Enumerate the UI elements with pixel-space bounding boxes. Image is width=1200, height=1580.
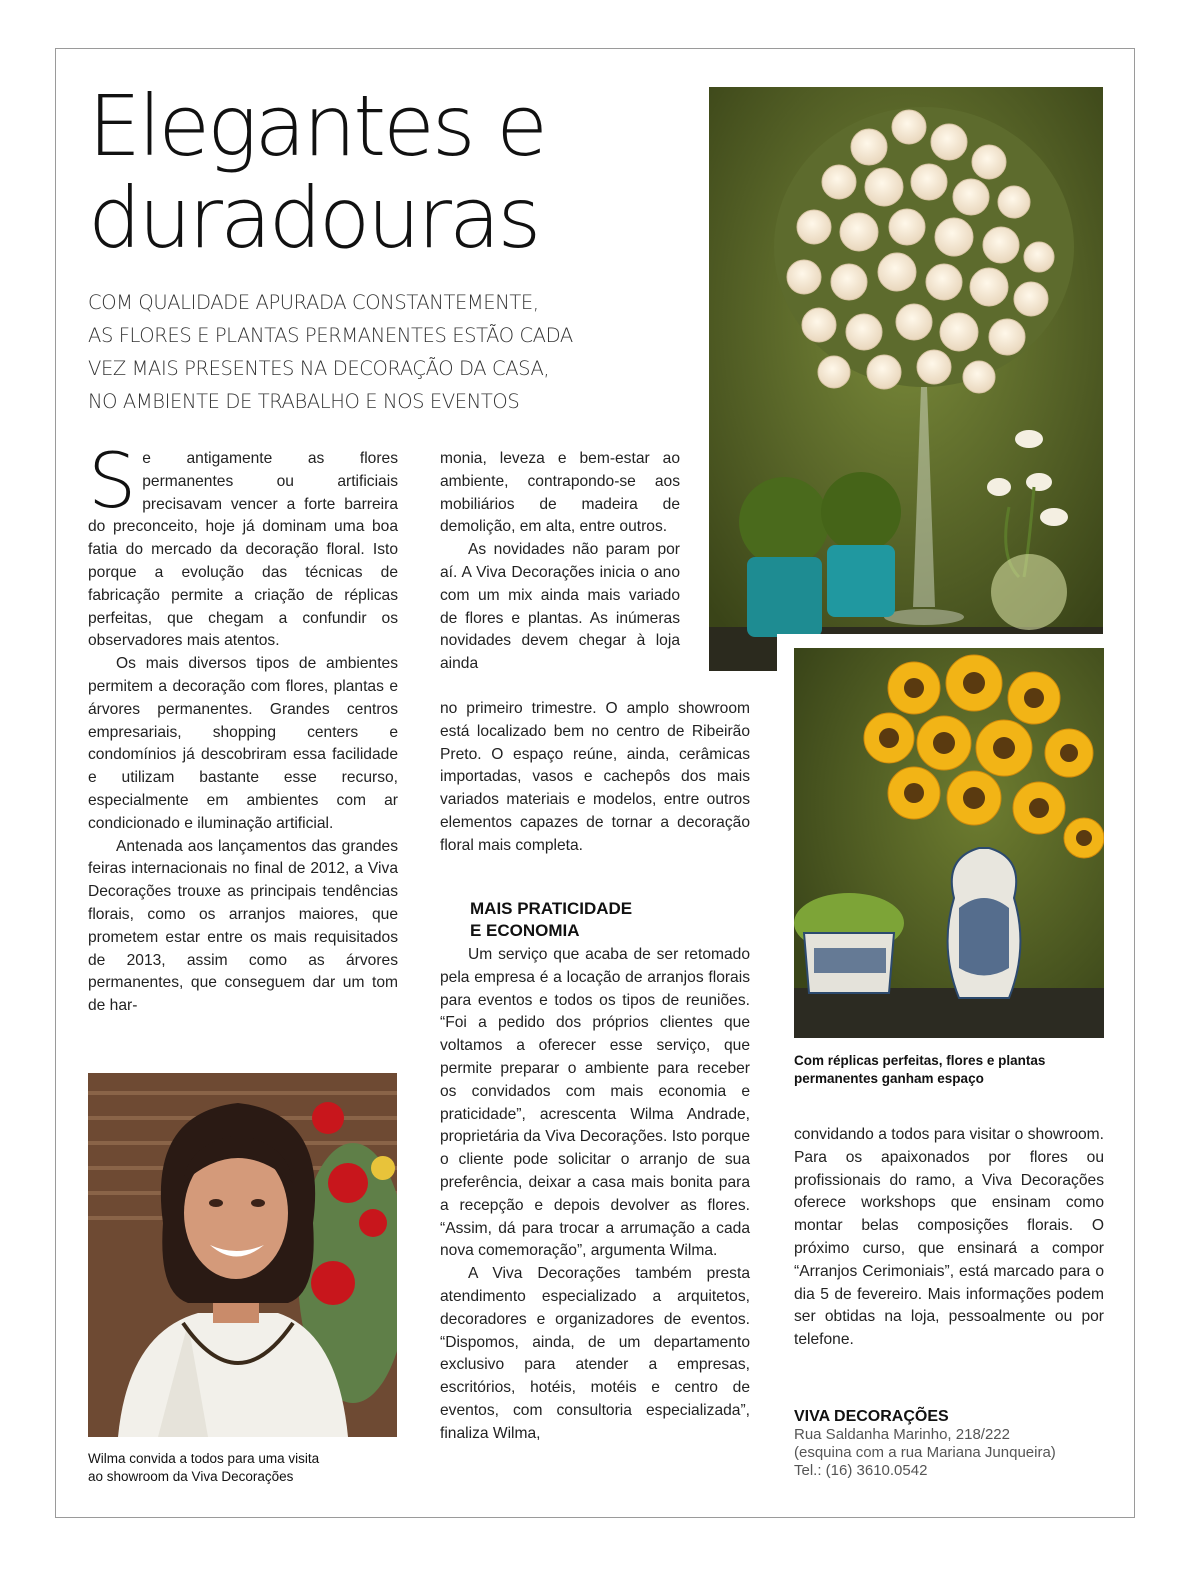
body-paragraph: Um serviço que acaba de ser retomado pela empresa é a locação de arranjos florais para eventos e todos os tipos de reuniões. “Foi a pedido dos próprios clientes que voltamos a oferecer esse serviço, que permite preparar o ambiente para receber os convidados com mais economia e praticidade”, acrescenta Wilma Andrade, proprietária da Viva Decorações. Isto porque o cliente pode solicitar o arranjo de sua preferência, deixar a casa mais bonita para a recepção e depois devolver as flores. “Assim, dá para trocar a arrumação a cada nova comemoração”, argumenta Wilma. — [440, 946, 750, 1260]
deck-line: COM QUALIDADE APURADA CONSTANTEMENTE, — [88, 291, 539, 314]
body-paragraph: Se antigamente as flores permanentes ou artificiais precisavam vencer a forte barreira do preconceito, hoje já dominam uma boa fatia do mercado da decoração floral. Isto porque a evolução das técnicas de fabricação permite a criação de réplicas perfeitas, que chegam a confundir os observadores mais atentos. — [88, 436, 398, 650]
body-paragraph: A Viva Decorações também presta atendimento especializado a arquitetos, decoradores e organizadores de eventos. “Dispomos, ainda, de um departamento exclusivo para atender a empresas, escritórios, hotéis, motéis e centro de eventos, com consultoria especializada”, finaliza Wilma, — [440, 1265, 750, 1442]
deck-line: VEZ MAIS PRESENTES NA DECORAÇÃO DA CASA, — [88, 357, 550, 380]
headline-line-1: Elegantes e — [88, 77, 545, 175]
headline — [88, 77, 545, 267]
article-column-1 — [88, 436, 398, 1018]
article-column-2-bottom — [440, 944, 750, 1446]
body-paragraph: monia, leveza e bem-estar ao ambiente, contrapondo-se aos mobiliários de madeira de demolição, em alta, entre outros. — [440, 450, 680, 536]
white-roses-photo — [709, 87, 1103, 671]
body-paragraph: convidando a todos para visitar o showroom. Para os apaixonados por flores ou profissionais do ramo, a Viva Decorações oferece workshops que ensinam como montar belas composições florais. O próximo curso, que ensinará a compor “Arranjos Cerimoniais”, está marcado para o dia 5 de fevereiro. Mais informações podem ser obtidas na loja, pessoalmente ou por telefone. — [794, 1126, 1104, 1349]
article-column-2-middle — [440, 698, 750, 858]
flowers-caption: Com réplicas perfeitas, flores e plantas permanentes ganham espaço — [794, 1053, 1046, 1086]
body-paragraph: Antenada aos lançamentos das grandes feiras internacionais no final de 2012, a Viva Decorações trouxe as principais tendências florais, como os arranjos maiores, que prometem estar entre os mais requisitados de 2013, assim como as árvores permanentes, que conseguem dar um tom de har- — [88, 837, 398, 1015]
portrait-photo — [88, 1073, 397, 1437]
deck-line: AS FLORES E PLANTAS PERMANENTES ESTÃO CADA — [88, 324, 573, 347]
company-corner: (esquina com a rua Mariana Junqueira) — [794, 1444, 1056, 1461]
section-subhead: MAIS PRATICIDADE E ECONOMIA — [470, 899, 633, 940]
deck — [88, 286, 588, 418]
company-address: Rua Saldanha Marinho, 218/222 — [794, 1426, 1010, 1443]
body-paragraph: Os mais diversos tipos de ambientes permitem a decoração com flores, plantas e árvores permanentes. Grandes centros empresariais, shopping centers e condomínios já descobriram essa facilidade e utilizam bastante esse recurso, especialmente em ambientes com ar condicionado e iluminação artificial. — [88, 655, 398, 832]
article-column-3 — [794, 1124, 1104, 1352]
drop-cap: S — [88, 436, 137, 525]
contact-box — [794, 1408, 1056, 1480]
portrait-caption: Wilma convida a todos para uma visita ao showroom da Viva Decorações — [88, 1451, 320, 1484]
company-name: VIVA DECORAÇÕES — [794, 1408, 949, 1425]
headline-line-2: duradouras — [88, 169, 539, 267]
deck-line: NO AMBIENTE DE TRABALHO E NOS EVENTOS — [88, 390, 520, 413]
body-paragraph: no primeiro trimestre. O amplo showroom está localizado bem no centro de Ribeirão Preto. O espaço reúne, ainda, cerâmicas importadas, vasos e cachepôs dos mais variados materiais e modelos, entre outros elementos capazes de tornar a decoração floral mais completa. — [440, 700, 750, 854]
body-paragraph: As novidades não param por aí. A Viva Decorações inicia o ano com um mix ainda mais variado de flores e plantas. As inúmeras novidades devem chegar à loja ainda — [440, 541, 680, 673]
company-phone: Tel.: (16) 3610.0542 — [794, 1462, 928, 1479]
sunflowers-photo — [794, 648, 1104, 1038]
article-column-2-top — [440, 448, 680, 676]
